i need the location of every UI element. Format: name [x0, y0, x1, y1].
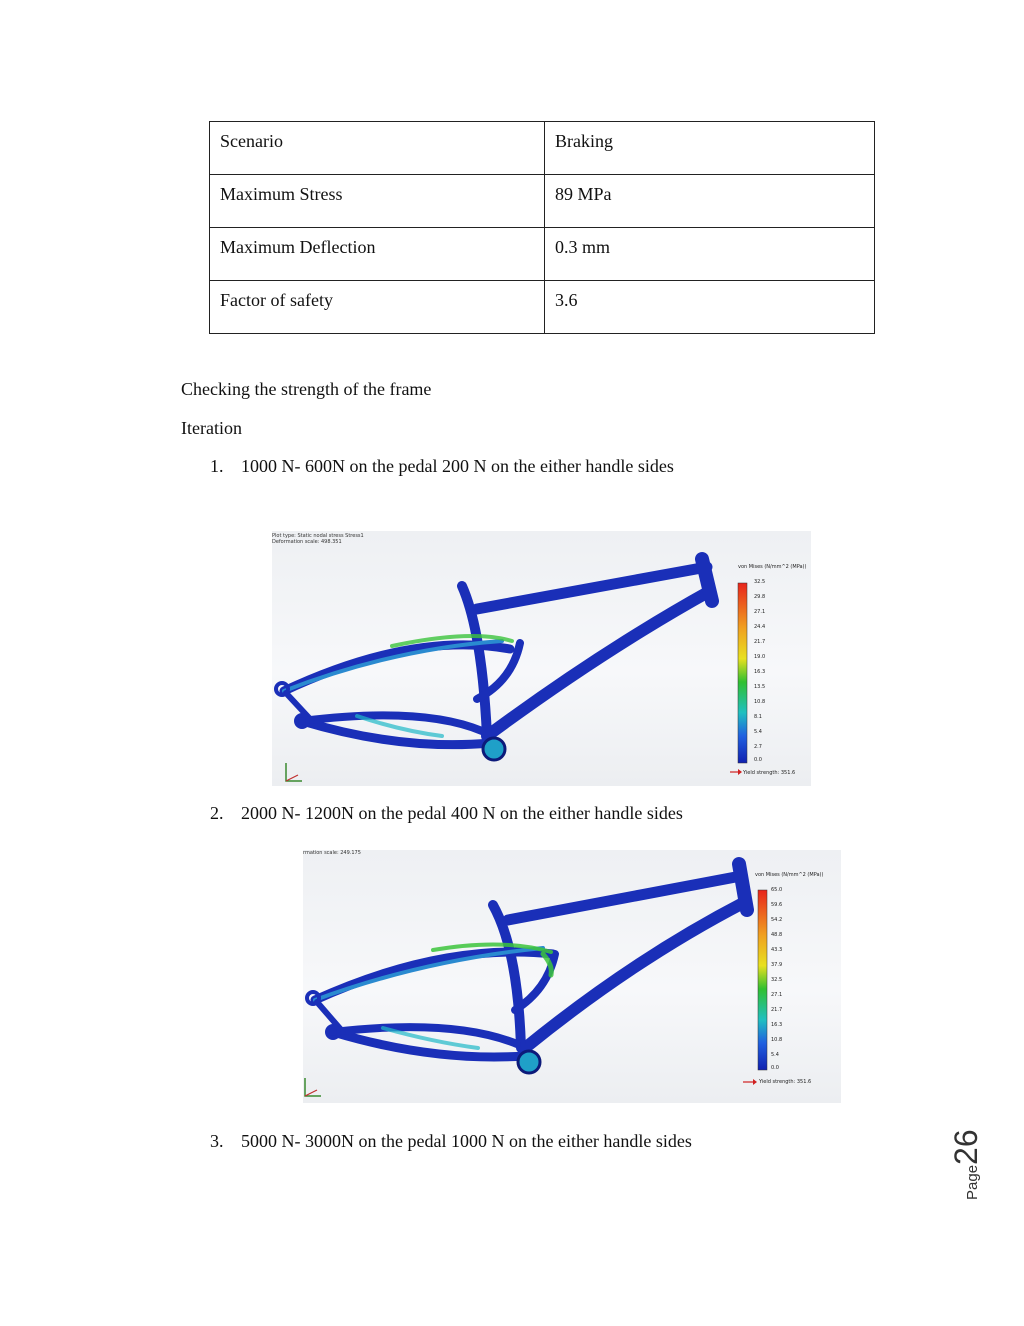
legend-value: 27.1 — [754, 609, 766, 615]
legend-title: von Mises (N/mm^2 (MPa)) — [755, 872, 824, 878]
deformation-scale-note: rmation scale: 249.175 — [303, 850, 361, 856]
list-item — [210, 803, 683, 824]
legend-value: 37.9 — [771, 962, 783, 968]
page-number — [948, 1129, 985, 1200]
bike-frame-render — [303, 850, 841, 1103]
iteration-label: Iteration — [181, 418, 242, 438]
list-text: 2000 N- 1200N on the pedal 400 N on the either handle sides — [241, 803, 683, 823]
legend-value: 2.7 — [754, 744, 762, 750]
legend-value: 32.5 — [771, 977, 783, 983]
legend-value: 59.6 — [771, 902, 783, 908]
legend-value: 10.8 — [754, 699, 766, 705]
list-number: 1. — [210, 456, 224, 476]
color-scale-bar — [738, 583, 747, 763]
legend-value: 21.7 — [754, 639, 766, 645]
legend-value: 5.4 — [754, 729, 762, 735]
legend-value: 54.2 — [771, 917, 783, 923]
table-cell: Scenario — [210, 122, 545, 175]
table-row — [210, 175, 875, 228]
list-number: 3. — [210, 1131, 224, 1151]
legend-value: 19.0 — [754, 654, 766, 660]
legend-value: 13.5 — [754, 684, 766, 690]
color-scale-bar — [758, 890, 767, 1070]
yield-strength-label: Yield strength: 351.6 — [743, 770, 796, 776]
table-cell: Maximum Stress — [210, 175, 545, 228]
plot-type-note: Plot type: Static nodal stress Stress1 — [272, 533, 364, 539]
legend-value: 5.4 — [771, 1052, 779, 1058]
legend-title: von Mises (N/mm^2 (MPa)) — [738, 564, 807, 570]
table-row — [210, 228, 875, 281]
table-row — [210, 281, 875, 334]
list-item — [210, 456, 674, 477]
list-item — [210, 1131, 692, 1152]
legend-value: 24.4 — [754, 624, 766, 630]
table-cell: 3.6 — [545, 281, 875, 334]
legend-value: 0.0 — [771, 1065, 779, 1071]
legend-value: 43.3 — [771, 947, 783, 953]
table-cell: Maximum Deflection — [210, 228, 545, 281]
list-text: 1000 N- 600N on the pedal 200 N on the either handle sides — [241, 456, 674, 476]
legend-value: 32.5 — [754, 579, 766, 585]
stress-plot-2 — [303, 850, 841, 1103]
section-heading: Checking the strength of the frame — [181, 379, 432, 399]
list-text: 5000 N- 3000N on the pedal 1000 N on the either handle sides — [241, 1131, 692, 1151]
stress-plot-1 — [272, 531, 811, 786]
table-cell: 89 MPa — [545, 175, 875, 228]
legend-value: 0.0 — [754, 757, 762, 763]
legend-value: 8.1 — [754, 714, 762, 720]
table-row — [210, 122, 875, 175]
page-word: Page — [964, 1164, 981, 1200]
list-number: 2. — [210, 803, 224, 823]
legend-value: 29.8 — [754, 594, 766, 600]
results-table — [209, 121, 875, 334]
legend-value: 16.3 — [771, 1022, 783, 1028]
table-cell: Factor of safety — [210, 281, 545, 334]
legend-value: 48.8 — [771, 932, 783, 938]
deformation-scale-note: Deformation scale: 498.351 — [272, 539, 342, 545]
legend-value: 21.7 — [771, 1007, 783, 1013]
legend-value: 16.3 — [754, 669, 766, 675]
legend-value: 10.8 — [771, 1037, 783, 1043]
table-cell: Braking — [545, 122, 875, 175]
bike-frame-render — [272, 531, 811, 786]
legend-value: 65.0 — [771, 887, 783, 893]
legend-value: 27.1 — [771, 992, 783, 998]
page-number-value: 26 — [948, 1129, 984, 1165]
table-cell: 0.3 mm — [545, 228, 875, 281]
yield-strength-label: Yield strength: 351.6 — [759, 1079, 812, 1085]
